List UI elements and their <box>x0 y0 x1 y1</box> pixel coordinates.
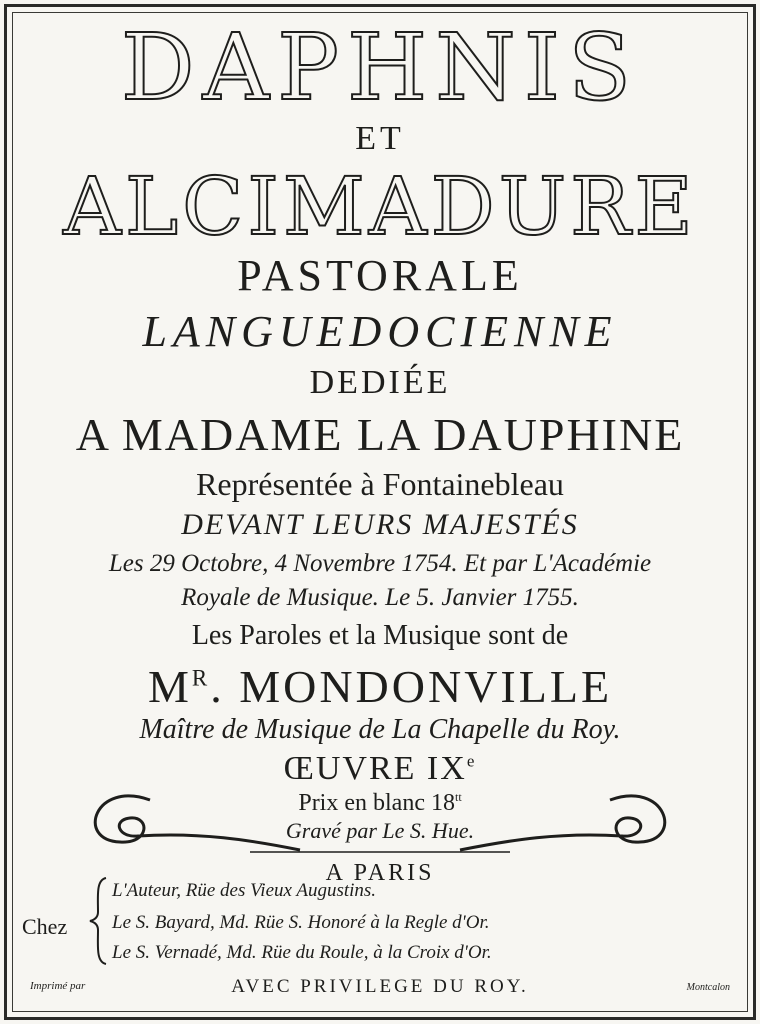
engraving-credit: Gravé par Le S. Hue. <box>285 818 475 843</box>
author-intro: Les Paroles et la Musique sont de <box>191 620 569 651</box>
publication-city: A PARIS <box>325 860 435 886</box>
engraver-signature: Montcalon <box>686 982 730 993</box>
price-text: Prix en blanc 18 <box>298 790 455 816</box>
dedication-line2: A MADAME LA DAUPHINE <box>75 409 685 460</box>
genre-line2: LANGUEDOCIENNE <box>142 307 618 356</box>
price <box>0 790 760 817</box>
performance-line1: Représentée à Fontainebleau <box>196 466 564 502</box>
performance-line3: Les 29 Octobre, 4 Novembre 1754. Et par L'Académie <box>108 550 652 577</box>
author-name-prefix: M <box>147 661 192 712</box>
performance-line4: Royale de Musique. Le 5. Janvier 1755. <box>181 584 579 611</box>
title-main: DAPHNIS <box>120 14 640 121</box>
author-name <box>0 660 760 713</box>
privilege: AVEC PRIVILEGE DU ROY. <box>231 976 529 997</box>
price-sup: tt <box>454 790 462 804</box>
chez-label: Chez <box>22 914 68 939</box>
address-2: Le S. Bayard, Md. Rüe S. Honoré à la Regle d'Or. <box>112 912 490 933</box>
dedication-line1: DEDIÉE <box>309 364 451 401</box>
author-title: Maître de Musique de La Chapelle du Roy. <box>139 714 621 745</box>
address-1: L'Auteur, Rüe des Vieux Augustins. <box>112 880 377 901</box>
opus-label: ŒUVRE IX <box>283 750 467 787</box>
genre-line1: PASTORALE <box>237 251 523 300</box>
opus-sup: e <box>466 751 477 771</box>
imprint-note: Imprimé par <box>30 980 86 992</box>
brace <box>88 876 110 966</box>
title-second: ALCIMADURE <box>63 160 697 253</box>
author-name-sup: R <box>191 665 211 691</box>
performance-line2: DEVANT LEURS MAJESTÉS <box>181 508 579 541</box>
title-connector: ET <box>355 120 405 157</box>
author-name-text: . MONDONVILLE <box>210 661 613 712</box>
address-3: Le S. Vernadé, Md. Rüe du Roule, à la Croix d'Or. <box>112 942 492 963</box>
